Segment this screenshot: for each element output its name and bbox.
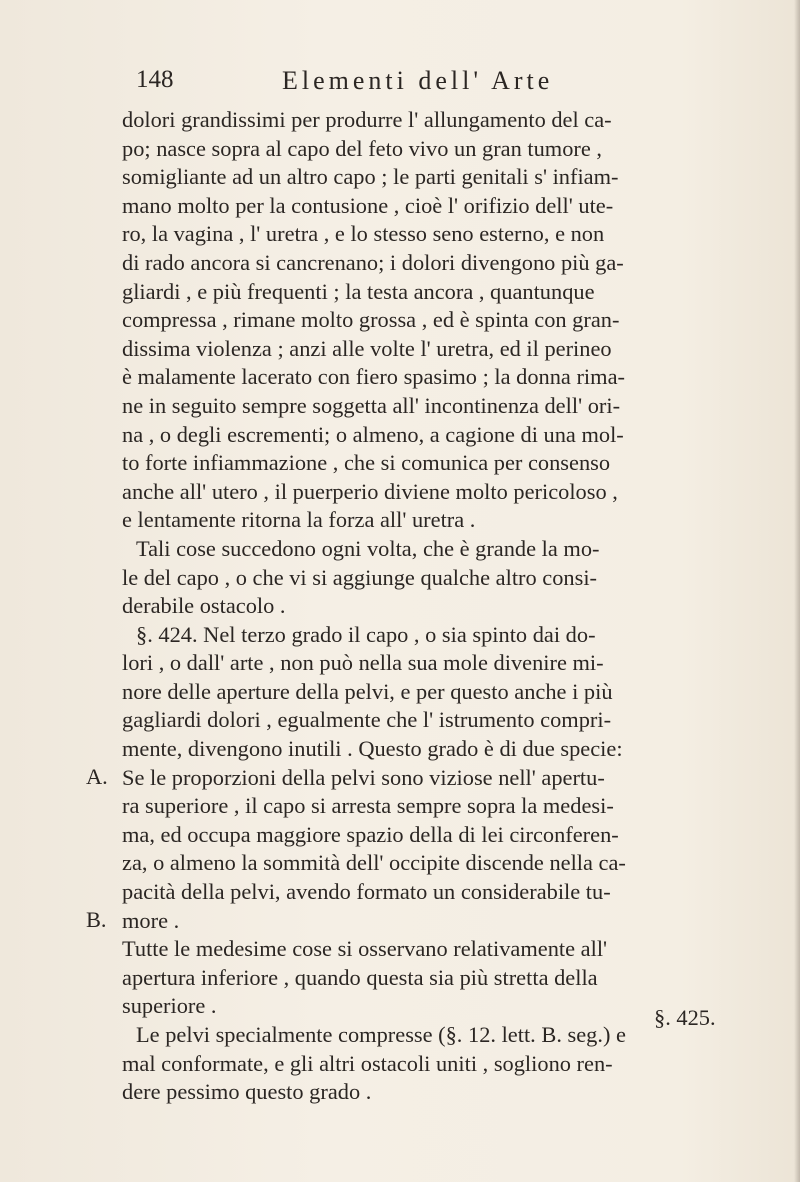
margin-marker-b: B.: [86, 907, 107, 932]
text-line: apertura inferiore , quando questa sia più stretta della: [122, 964, 598, 990]
page-number: 148: [136, 66, 174, 93]
text-line: derabile ostacolo .: [122, 593, 286, 619]
text-line: anche all' utero , il puerperio diviene molto pericoloso ,: [122, 478, 618, 504]
text-line: mente, divengono inutili . Questo grado è di due specie:: [122, 736, 623, 762]
text-line: è malamente lacerato con fiero spasimo ; la donna rima-: [122, 364, 625, 390]
text-line: more .: [122, 907, 180, 933]
page-header: [136, 66, 746, 102]
text-line: na , o degli escrementi; o almeno, a cagione di una mol-: [122, 421, 624, 447]
text-line: mal conformate, e gli altri ostacoli uniti , sogliono ren-: [122, 1050, 613, 1076]
catchword: §. 425.: [654, 1005, 716, 1030]
text-line: mano molto per la contusione , cioè l' orifizio dell' ute-: [122, 192, 614, 218]
text-line: di rado ancora si cancrenano; i dolori divengono più ga-: [122, 249, 624, 275]
text-line: po; nasce sopra al capo del feto vivo un gran tumore ,: [122, 135, 602, 161]
text-line: dere pessimo questo grado .: [122, 1079, 372, 1105]
text-line: somigliante ad un altro capo ; le parti genitali s' infiam-: [122, 164, 619, 190]
page-edge-shadow: [794, 0, 800, 1182]
text-line: ne in seguito sempre soggetta all' incontinenza dell' ori-: [122, 392, 621, 418]
text-line: dolori grandissimi per produrre l' allungamento del ca-: [122, 107, 612, 132]
text-line: ma, ed occupa maggiore spazio della di lei circonferen-: [122, 821, 619, 847]
text-line: compressa , rimane molto grossa , ed è spinta con gran-: [122, 307, 620, 333]
body-text: [122, 106, 762, 1107]
text-line: nore delle aperture della pelvi, e per questo anche i più: [122, 678, 613, 704]
text-line: pacità della pelvi, avendo formato un considerabile tu-: [122, 879, 611, 905]
text-line: Le pelvi specialmente compresse (§. 12. lett. B. seg.) e: [136, 1022, 626, 1047]
text-line: superiore .: [122, 993, 217, 1019]
text-line: za, o almeno la sommità dell' occipite discende nella ca-: [122, 850, 626, 876]
margin-marker-a: A.: [86, 764, 108, 789]
text-line: le del capo , o che vi si aggiunge qualche altro consi-: [122, 564, 598, 590]
text-line: e lentamente ritorna la forza all' uretra .: [122, 507, 476, 533]
section-line: §. 424. Nel terzo grado il capo , o sia spinto dai do-: [136, 621, 596, 647]
text-line: Se le proporzioni della pelvi sono viziose nell' apertu-: [122, 764, 605, 790]
text-line: Tutte le medesime cose si osservano relativamente all': [122, 936, 608, 962]
text-line: lori , o dall' arte , non può nella sua mole divenire mi-: [122, 650, 604, 676]
text-line: Tali cose succedono ogni volta, che è grande la mo-: [136, 535, 600, 561]
text-line: to forte infiammazione , che si comunica per consenso: [122, 450, 611, 476]
text-line: ra superiore , il capo si arresta sempre sopra la medesi-: [122, 793, 614, 819]
running-title: Elementi dell' Arte: [282, 66, 554, 95]
text-line: ro, la vagina , l' uretra , e lo stesso seno esterno, e non: [122, 221, 605, 247]
text-line: gliardi , e più frequenti ; la testa ancora , quantunque: [122, 278, 595, 304]
text-line: dissima violenza ; anzi alle volte l' uretra, ed il perineo: [122, 335, 612, 361]
text-line: gagliardi dolori , egualmente che l' istrumento compri-: [122, 707, 612, 733]
